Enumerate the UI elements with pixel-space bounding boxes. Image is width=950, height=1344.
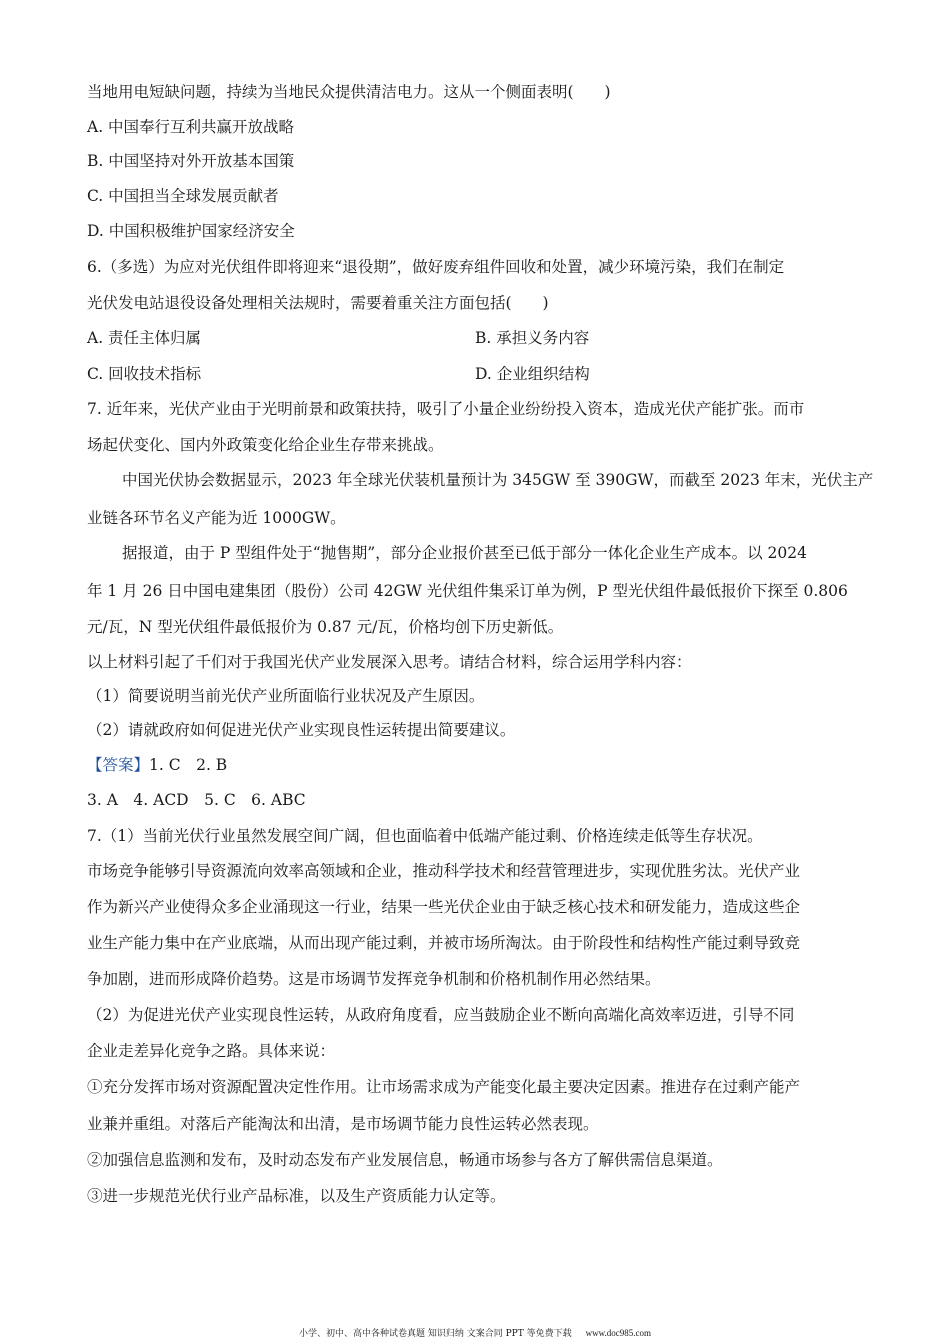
q7-prompt: 以上材料引起了千们对于我国光伏产业发展深入思考。请结合材料，综合运用学科内容： [87,653,692,671]
footer-url[interactable]: www.doc985.com [585,1328,651,1338]
footer-text: 小学、初中、高中各种试卷真题 知识归纳 文案合同 PPT 等免费下载 [299,1329,572,1339]
answer7-line11: ③进一步规范光伏行业产品标准，以及生产资质能力认定等。 [87,1187,506,1205]
q7-material-line7: 元/瓦，N 型光伏组件最低报价为 0.87 元/瓦，价格均创下历史新低。 [87,618,564,636]
q6-option-d: D. 企业组织结构 [475,365,590,383]
q6-stem-line1: 6.（多选）为应对光伏组件即将迎来“退役期”，做好废弃组件回收和处置，减少环境污染，我们在制定 [87,258,785,276]
q7-material-line2: 场起伏变化、国内外政策变化给企业生存带来挑战。 [87,436,444,454]
answer7-line4: 业生产能力集中在产业底端，从而出现产能过剩，并被市场所淘汰。由于阶段性和结构性产能过剩导致竞 [87,934,801,952]
q7-material-line3: 中国光伏协会数据显示，2023 年全球光伏装机量预计为 345GW 至 390GW，而截至 2023 年末，光伏主产 [122,471,874,489]
answer7-line5: 争加剧，进而形成降价趋势。这是市场调节发挥竞争机制和价格机制作用必然结果。 [87,970,661,988]
q6-option-c: C. 回收技术指标 [87,365,202,383]
q7-material-line6: 年 1 月 26 日中国电建集团（股份）公司 42GW 光伏组件集采订单为例，P 型光伏组件最低报价下探至 0.806 [87,582,848,600]
q7-material-line5: 据报道，由于 P 型组件处于“抛售期”，部分企业报价甚至已低于部分一体化企业生产成本。以 2024 [122,544,808,562]
answer7-line1: 7.（1）当前光伏行业虽然发展空间广阔，但也面临着中低端产能过剩、价格连续走低等生存状况。 [87,827,763,845]
answer7-line2: 市场竞争能够引导资源流向效率高领域和企业，推动科学技术和经营管理进步，实现优胜劣汰。光伏产业 [87,862,801,880]
q5-option-b: B. 中国坚持对外开放基本国策 [87,152,295,170]
q5-option-a: A. 中国奉行互利共赢开放战略 [87,118,295,136]
q5-option-d: D. 中国积极维护国家经济安全 [87,222,295,240]
q7-material-line4: 业链各环节名义产能为近 1000GW。 [87,509,346,527]
answer7-line9: 业兼并重组。对落后产能淘汰和出清，是市场调节能力良性运转必然表现。 [87,1115,599,1133]
q6-stem-line2: 光伏发电站退役设备处理相关法规时，需要着重关注方面包括( ) [87,294,549,312]
answer-tag: 【答案】 [87,756,150,774]
answer-row-1 [87,755,862,775]
q7-material-line1: 7. 近年来，光伏产业由于光明前景和政策扶持，吸引了小量企业纷纷投入资本，造成光伏产能扩张。而市 [87,400,805,418]
q7-subquestion-1: （1）简要说明当前光伏产业所面临行业状况及产生原因。 [87,687,485,705]
answer7-line7: 企业走差异化竞争之路。具体来说： [87,1042,336,1060]
page-footer [0,1324,950,1343]
q6-option-b: B. 承担义务内容 [475,329,590,347]
q6-option-a: A. 责任主体归属 [87,329,202,347]
answer-row-2: 3. A 4. ACD 5. C 6. ABC [87,791,306,809]
answer7-line6: （2）为促进光伏产业实现良性运转，从政府角度看，应当鼓励企业不断向高端化高效率迈进，引导不同 [87,1006,795,1024]
answer7-line8: ①充分发挥市场对资源配置决定性作用。让市场需求成为产能变化最主要决定因素。推进存在过剩产能产 [87,1078,801,1096]
answer-values-1: 1. C 2. B [149,756,228,774]
answer7-line10: ②加强信息监测和发布，及时动态发布产业发展信息，畅通市场参与各方了解供需信息渠道。 [87,1151,723,1169]
answer7-line3: 作为新兴产业使得众多企业涌现这一行业，结果一些光伏企业由于缺乏核心技术和研发能力，造成这些企 [87,898,801,916]
q5-option-c: C. 中国担当全球发展贡献者 [87,187,279,205]
q7-subquestion-2: （2）请就政府如何促进光伏产业实现良性运转提出简要建议。 [87,721,516,739]
q5-stem-tail: 当地用电短缺问题，持续为当地民众提供清洁电力。这从一个侧面表明( ) [87,83,611,101]
